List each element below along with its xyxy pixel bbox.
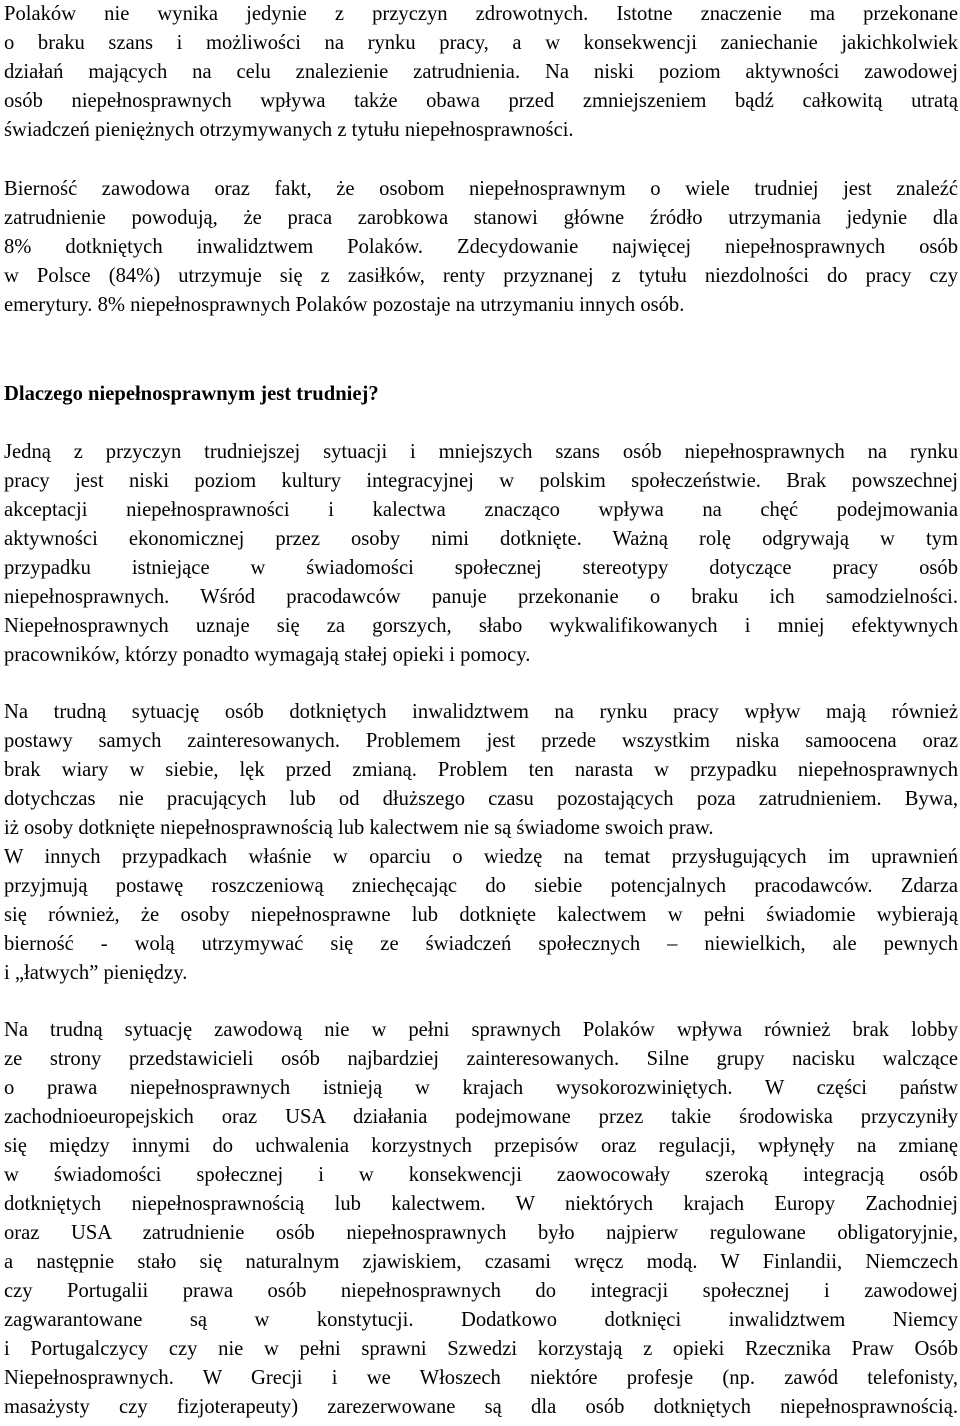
text-line: Niepełnosprawnych uznaje się za gorszych, słabo wykwalifikowanych i mniej efektywnych [4, 615, 958, 637]
text-line: przyjmują postawę roszczeniową zniechęcając do siebie potencjalnych pracodawców. Zdarza [4, 875, 958, 897]
section-heading: Dlaczego niepełnosprawnym jest trudniej? [4, 383, 379, 405]
text-line: przypadku istniejące w świadomości społecznej stereotypy dotyczące pracy osób [4, 557, 958, 579]
text-line: dotkniętych niepełnosprawnością lub kalectwem. W niektórych krajach Europy Zachodniej [4, 1193, 958, 1215]
text-line: pracowników, którzy ponadto wymagają stałej opieki i pomocy. [4, 644, 531, 666]
text-line: Na trudną sytuację osób dotkniętych inwalidztwem na rynku pracy wpływ mają również [4, 701, 958, 723]
text-line: aktywności ekonomicznej przez osoby nimi dotknięte. Ważną rolę odgrywają w tym [4, 528, 958, 550]
text-line: bierność - wolą utrzymywać się ze świadczeń społecznych – niewielkich, ale pewnych [4, 933, 958, 955]
text-line: W innych przypadkach właśnie w oparciu o wiedzę na temat przysługujących im uprawnień [4, 846, 958, 868]
text-line: w świadomości społecznej i w konsekwencji zaowocowały szeroką integracją osób [4, 1164, 958, 1186]
text-line: osób niepełnosprawnych wpływa także obawa przed zmniejszeniem bądź całkowitą utratą [4, 90, 958, 112]
text-line: a następnie stało się naturalnym zjawiskiem, czasami wręcz modą. W Finlandii, Niemczech [4, 1251, 958, 1273]
text-line: 8% dotkniętych inwalidztwem Polaków. Zdecydowanie najwięcej niepełnosprawnych osób [4, 236, 958, 258]
text-line: masażysty czy fizjoterapeuty) zarezerwowane są dla osób dotkniętych niepełnosprawnością. [4, 1396, 958, 1418]
text-line: Bierność zawodowa oraz fakt, że osobom niepełnosprawnym o wiele trudniej jest znaleźć [4, 178, 958, 200]
text-line: niepełnosprawnych. Wśród pracodawców panuje przekonanie o braku ich samodzielności. [4, 586, 958, 608]
text-line: świadczeń pieniężnych otrzymywanych z tytułu niepełnosprawności. [4, 119, 574, 141]
text-line: zagwarantowane są w konstytucji. Dodatkowo dotknięci inwalidztwem Niemcy [4, 1309, 958, 1331]
text-line: oraz USA zatrudnienie osób niepełnosprawnych było najpierw regulowane obligatoryjnie, [4, 1222, 958, 1244]
text-line: się między innymi do uchwalenia korzystnych przepisów oraz regulacji, wpłynęły na zmianę [4, 1135, 958, 1157]
text-line: akceptacji niepełnosprawności i kalectwa znacząco wpływa na chęć podejmowania [4, 499, 958, 521]
text-line: emerytury. 8% niepełnosprawnych Polaków pozostaje na utrzymaniu innych osób. [4, 294, 685, 316]
text-line: czy Portugalii prawa osób niepełnosprawnych do integracji społecznej i zawodowej [4, 1280, 958, 1302]
text-line: ze strony przedstawicieli osób najbardziej zainteresowanych. Silne grupy nacisku walczące [4, 1048, 958, 1070]
text-line: działań mających na celu znalezienie zatrudnienia. Na niski poziom aktywności zawodowej [4, 61, 958, 83]
text-line: Polaków nie wynika jedynie z przyczyn zdrowotnych. Istotne znaczenie ma przekonane [4, 3, 958, 25]
text-line: się również, że osoby niepełnosprawne lub dotknięte kalectwem w pełni świadomie wybierają [4, 904, 958, 926]
text-line: w Polsce (84%) utrzymuje się z zasiłków, renty przyznanej z tytułu niezdolności do pracy czy [4, 265, 958, 287]
text-line: dotychczas nie pracujących lub od dłuższego czasu pozostających poza zatrudnieniem. Bywa, [4, 788, 958, 810]
text-line: i „łatwych” pieniędzy. [4, 962, 188, 984]
text-line: zatrudnienie powodują, że praca zarobkowa stanowi główne źródło utrzymania jedynie dla [4, 207, 958, 229]
text-line: Jedną z przyczyn trudniejszej sytuacji i mniejszych szans osób niepełnosprawnych na rynku [4, 441, 958, 463]
text-line: Niepełnosprawnych. W Grecji i we Włoszech niektóre profesje (np. zawód telefonisty, [4, 1367, 958, 1389]
text-line: iż osoby dotknięte niepełnosprawnością lub kalectwem nie są świadome swoich praw. [4, 817, 714, 839]
text-line: zachodnioeuropejskich oraz USA działania podejmowane przez takie środowiska przyczyniły [4, 1106, 958, 1128]
text-line: i Portugalczycy czy nie w pełni sprawni Szwedzi korzystają z opieki Rzecznika Praw Osób [4, 1338, 958, 1360]
text-line: Na trudną sytuację zawodową nie w pełni sprawnych Polaków wpływa również brak lobby [4, 1019, 958, 1041]
text-line: o braku szans i możliwości na rynku pracy, a w konsekwencji zaniechanie jakichkolwiek [4, 32, 958, 54]
text-line: brak wiary w siebie, lęk przed zmianą. Problem ten narasta w przypadku niepełnosprawnych [4, 759, 958, 781]
text-line: postawy samych zainteresowanych. Problemem jest przede wszystkim niska samoocena oraz [4, 730, 958, 752]
text-line: o prawa niepełnosprawnych istnieją w krajach wysokorozwiniętych. W części państw [4, 1077, 958, 1099]
text-line: pracy jest niski poziom kultury integracyjnej w polskim społeczeństwie. Brak powszechnej [4, 470, 958, 492]
